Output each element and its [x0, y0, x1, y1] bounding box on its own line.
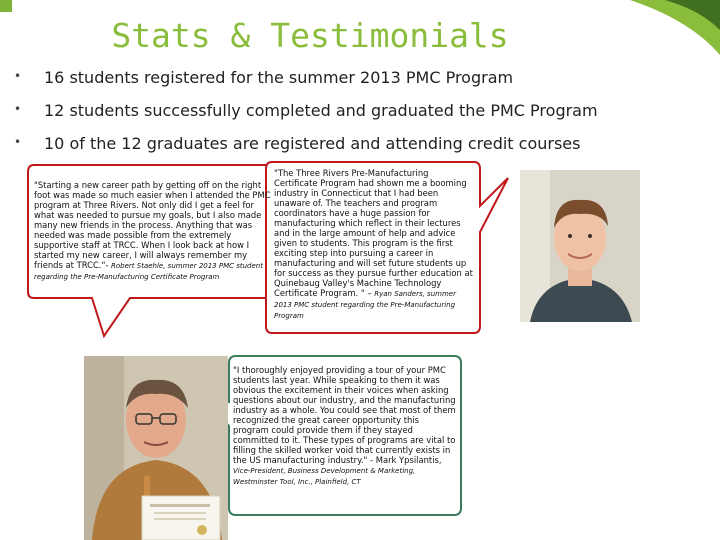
testimonial-3	[233, 365, 457, 487]
testimonial-quote: "I thoroughly enjoyed providing a tour of your PMC students last year. While speaking to them it was obvious the excitement in their voices when asking questions about our industry, and the manufacturing industry as a whole. You could see that most of them recognized the great career opportunity this program could provide them if they stayed committed to it. These types of programs are vital to filling the skilled worker void that currently exists in the US manufacturing industry." - Mark Ypsilantis,	[233, 365, 456, 465]
photo-ryan-sanders	[520, 170, 640, 322]
testimonial-quote: "Starting a new career path by getting off on the right foot was made so much easier when I attended the PMC program at Three Rivers. Not only did I get a feel for what was needed to pursue my goals, but I also made many new friends in the process. Anything that was needed was made possible from the extremely supportive staff at TRCC. When I look back at how I started my new career, I will always remember my friends at TRCC."-	[34, 180, 271, 270]
photo-robert-staehle	[84, 356, 228, 540]
stat-text: 16 students registered for the summer 2013 PMC Program	[44, 68, 514, 87]
testimonial-attribution: Robert Staehle, summer 2013 PMC student regarding the Pre-Manufacturing Certificate Program	[34, 262, 263, 281]
testimonial-2	[274, 168, 474, 321]
bullet-icon: •	[14, 102, 22, 116]
testimonial-attribution: Vice-President, Business Development & Marketing, Westminster Tool, Inc., Plainfield, CT	[233, 467, 416, 486]
stat-text: 12 students successfully completed and graduated the PMC Program	[44, 101, 598, 120]
stat-text: 10 of the 12 graduates are registered and attending credit courses	[44, 134, 581, 153]
bullet-icon: •	[14, 135, 22, 149]
testimonial-1	[34, 180, 272, 282]
testimonial-attribution: Ryan Sanders, summer 2013 PMC student regarding the Pre-Manufacturing Program	[274, 290, 456, 320]
slide-title: Stats & Testimonials	[111, 16, 509, 55]
bullet-icon: •	[14, 69, 22, 83]
testimonial-quote: "The Three Rivers Pre-Manufacturing Certificate Program had shown me a booming industry in Connecticut that I had been unaware of. The teachers and program coordinators have a huge passion for manufacturing which reflect in their lectures and in the large amount of help and advice given to students. This program is the first exciting step into pursuing a career in manufacturing and will set future students up for success as they pursue further education at Quinebaug Valley's Machine Technology Certificate Program. " –	[274, 168, 473, 298]
